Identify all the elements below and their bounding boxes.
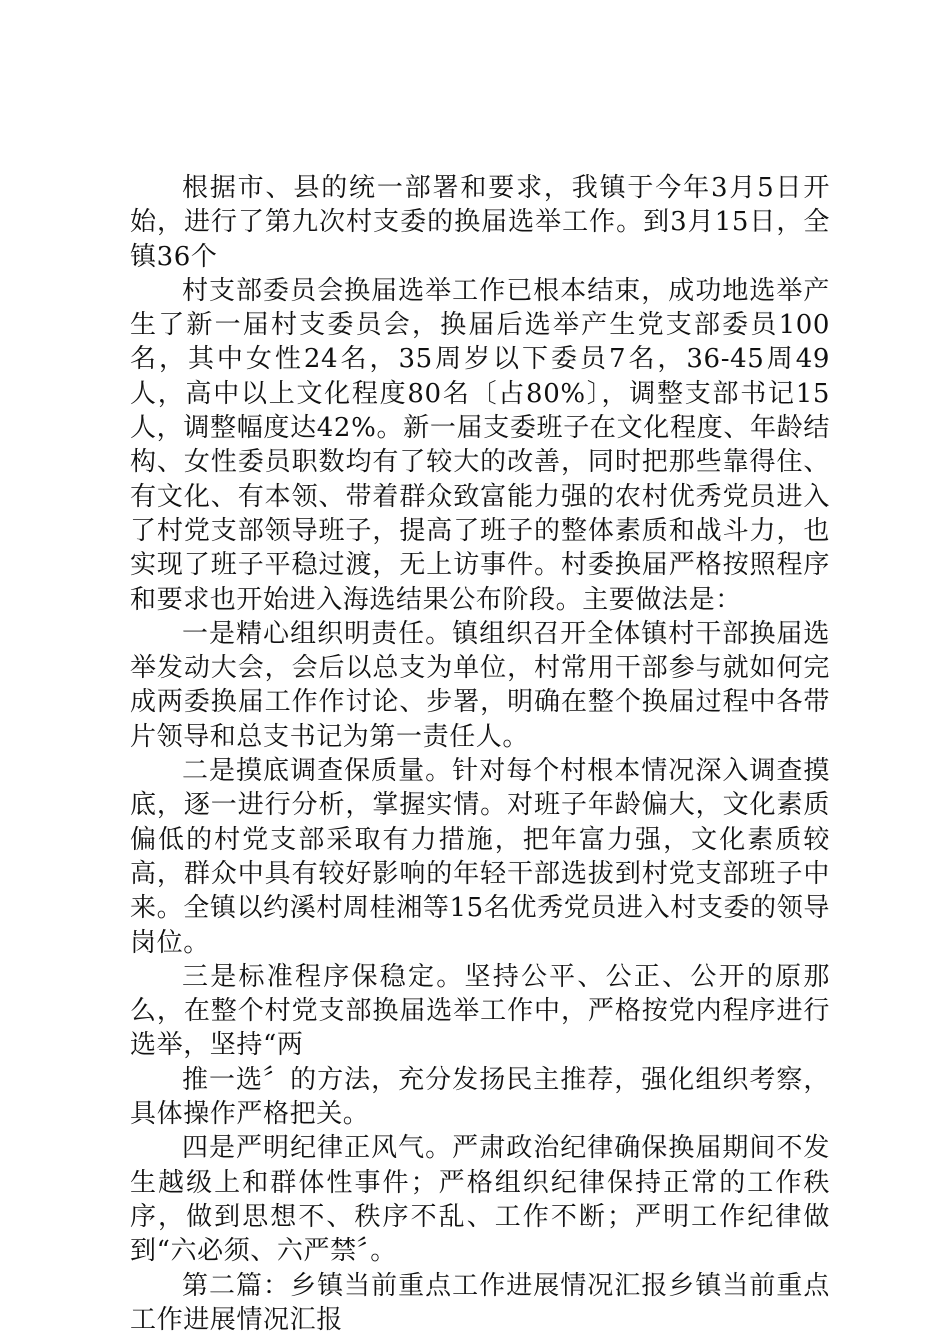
paragraph-method-three-continued: 推一选〞的方法，充分发扬民主推荐，强化组织考察，具体操作严格把关。 (130, 1064, 830, 1130)
paragraph-election-results: 村支部委员会换届选举工作已根本结束，成功地选举产生了新一届村支委员会，换届后选举产生党支部委员100名，其中女性24名，35周岁以下委员7名，36-45周49人，高中以上文化程度80名〔占80%〕，调整支部书记15人，调整幅度达42%。新一届支委班子在文化程度、年龄结构、女性委员职数均有了较大的改善，同时把那些靠得住、有文化、有本领、带着群众致富能力强的农村优秀党员进入了村党支部领导班子，提高了班子的整体素质和战斗力，也实现了班子平稳过渡，无上访事件。村委换届严格按照程序和要求也开始进入海选结果公布阶段。主要做法是： (130, 275, 830, 615)
paragraph-method-four: 四是严明纪律正风气。严肃政治纪律确保换届期间不发生越级上和群体性事件；严格组织纪律保持正常的工作秩序，做到思想不、秩序不乱、工作不断；严明工作纪律做到“六必须、六严禁〞。 (130, 1133, 830, 1267)
paragraph-intro: 根据市、县的统一部署和要求，我镇于今年3月5日开始，进行了第九次村支委的换届选举工作。到3月15日，全镇36个 (130, 173, 830, 272)
document-body (130, 171, 830, 1337)
paragraph-method-one: 一是精心组织明责任。镇组织召开全体镇村干部换届选举发动大会，会后以总支为单位，村常用干部参与就如何完成两委换届工作作讨论、步署，明确在整个换届过程中各带片领导和总支书记为第一责任人。 (130, 618, 830, 752)
paragraph-method-three: 三是标准程序保稳定。坚持公平、公正、公开的原那么，在整个村党支部换届选举工作中，严格按党内程序进行选举，坚持“两 (130, 961, 830, 1061)
paragraph-method-two: 二是摸底调查保质量。针对每个村根本情况深入调查摸底，逐一进行分析，掌握实情。对班子年龄偏大，文化素质偏低的村党支部采取有力措施，把年富力强，文化素质较高，群众中具有较好影响的年轻干部选拔到村党支部班子中来。全镇以约溪村周桂湘等15名优秀党员进入村支委的领导岗位。 (130, 756, 830, 958)
paragraph-section-two-title: 第二篇：乡镇当前重点工作进展情况汇报乡镇当前重点工作进展情况汇报 (130, 1270, 830, 1335)
